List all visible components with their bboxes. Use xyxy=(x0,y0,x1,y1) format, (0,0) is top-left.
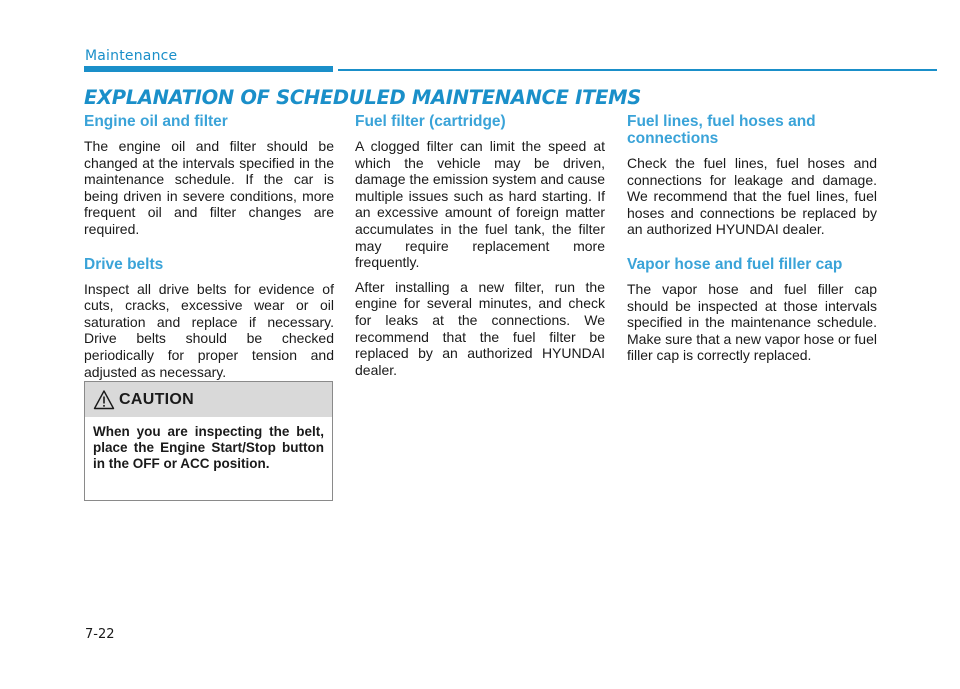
section-label: Maintenance xyxy=(85,48,178,64)
caution-box xyxy=(84,381,333,501)
page-number: 7-22 xyxy=(85,627,115,642)
section-text-fuel-filter-1: A clogged filter can limit the speed at which the vehicle may be driven, damage the emission system and cause multiple issues such as hard starting. If an excessive amount of foreign matter accumulates in the fuel tank, the filter may require replacement more frequently. xyxy=(355,138,605,271)
caution-label: CAUTION xyxy=(119,390,194,408)
section-title-vapor-hose: Vapor hose and fuel filler cap xyxy=(627,255,843,273)
page-title: EXPLANATION OF SCHEDULED MAINTENANCE ITEMS xyxy=(84,86,641,109)
section-title-engine-oil: Engine oil and filter xyxy=(84,113,228,130)
caution-header xyxy=(85,382,332,417)
section-text-drive-belts: Inspect all drive belts for evidence of cuts, cracks, excessive wear or oil saturation and replace if necessary. Drive belts should be checked periodically for proper tension and adjusted as necessary. xyxy=(84,280,334,380)
column-3 xyxy=(627,109,877,364)
column-2 xyxy=(355,109,605,378)
section-title-drive-belts: Drive belts xyxy=(84,255,164,273)
header-rule-thick xyxy=(84,66,333,72)
caution-text: When you are inspecting the belt, place the Engine Start/Stop button in the OFF or ACC position. xyxy=(93,424,324,471)
section-title-fuel-lines: Fuel lines, fuel hoses and connections xyxy=(627,113,816,147)
section-title-fuel-filter: Fuel filter (cartridge) xyxy=(355,113,506,130)
column-1 xyxy=(84,109,334,380)
section-text-fuel-lines: Check the fuel lines, fuel hoses and connections for leakage and damage. We recommend that the fuel lines, fuel hoses and connections be replaced by an authorized HYUNDAI dealer. xyxy=(627,155,877,238)
header-rule-thin xyxy=(338,69,937,71)
section-text-engine-oil: The engine oil and filter should be changed at the intervals specified in the maintenance schedule. If the car is being driven in severe conditions, more frequent oil and filter changes are required. xyxy=(84,138,334,237)
section-text-fuel-filter-2: After installing a new filter, run the engine for several minutes, and check for leaks at the connections. We recommend that the fuel filter be replaced by an authorized HYUNDAI dealer. xyxy=(355,278,605,378)
warning-triangle-icon xyxy=(93,389,115,411)
section-text-vapor-hose: The vapor hose and fuel filler cap should be inspected at those intervals specified in the maintenance schedule. Make sure that a new vapor hose or fuel filler cap is correctly replaced. xyxy=(627,280,877,364)
